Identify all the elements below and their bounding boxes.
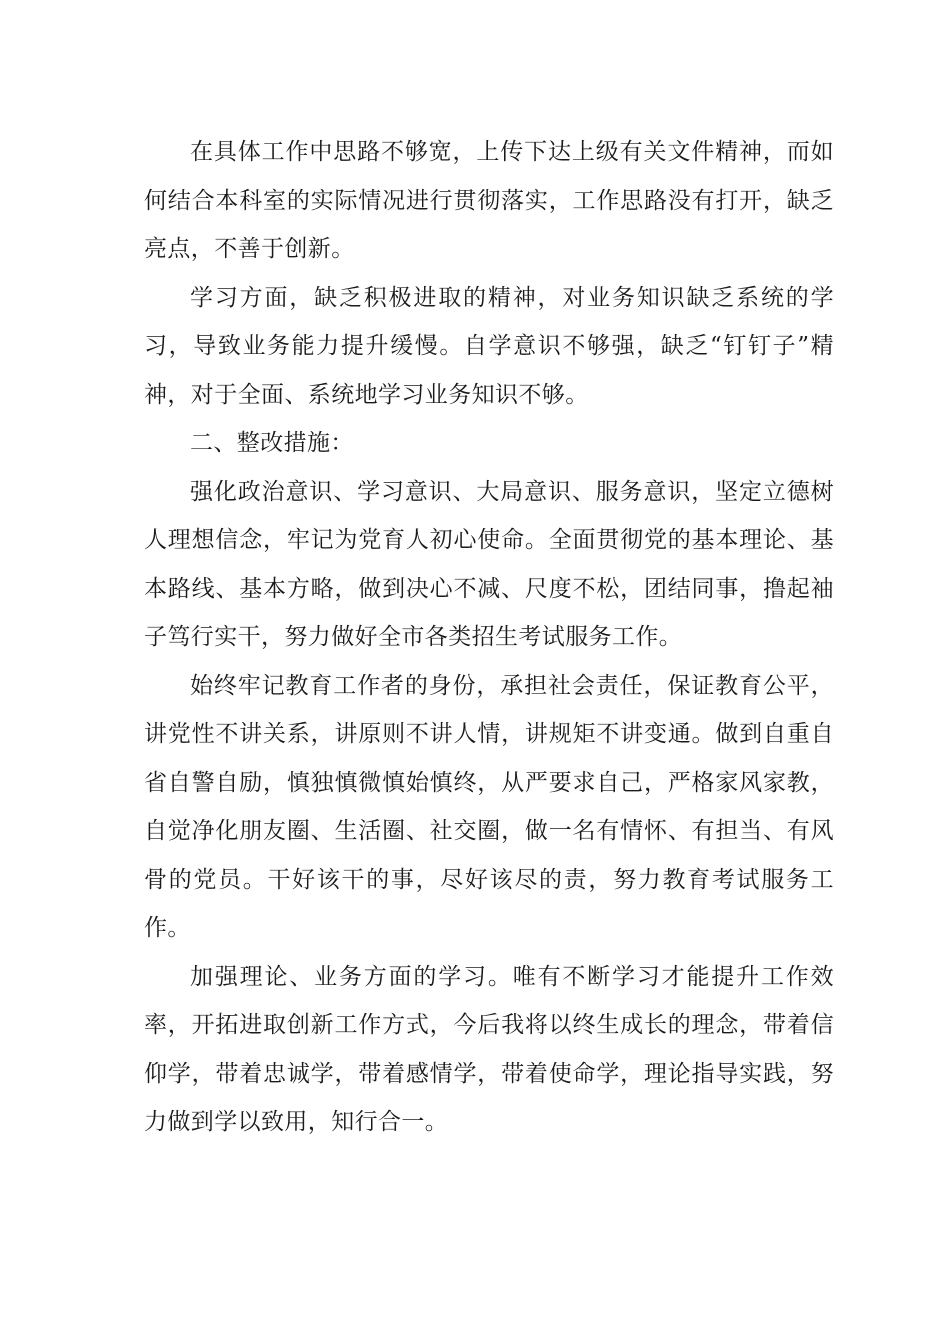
paragraph-learning: 学习方面，缺乏积极进取的精神，对业务知识缺乏系统的学习，导致业务能力提升缓慢。自学意识不够强，缺乏“钉钉子”精神，对于全面、系统地学习业务知识不够。 <box>144 284 834 408</box>
section-heading-rectification: 二、整改措施： <box>190 430 354 456</box>
document-body <box>144 128 834 1147</box>
paragraph-thinking: 在具体工作中思路不够宽，上传下达上级有关文件精神，而如何结合本科室的实际情况进行贯彻落实，工作思路没有打开，缺乏亮点，不善于创新。 <box>144 139 834 262</box>
paragraph-strengthen-study: 加强理论、业务方面的学习。唯有不断学习才能提升工作效率，开拓进取创新工作方式，今后我将以终生成长的理念，带着信仰学，带着忠诚学，带着感情学，带着使命学，理论指导实践，努力做到学以致用，知行合一。 <box>144 963 834 1135</box>
paragraph-educator-identity: 始终牢记教育工作者的身份，承担社会责任，保证教育公平，讲党性不讲关系，讲原则不讲人情，讲规矩不讲变通。做到自重自省自警自励，慎独慎微慎始慎终，从严要求自己，严格家风家教，自觉净化朋友圈、生活圈、社交圈，做一名有情怀、有担当、有风骨的党员。干好该干的事，尽好该尽的责，努力教育考试服务工作。 <box>144 672 834 941</box>
paragraph-political-awareness: 强化政治意识、学习意识、大局意识、服务意识，坚定立德树人理想信念，牢记为党育人初心使命。全面贯彻党的基本理论、基本路线、基本方略，做到决心不减、尺度不松，团结同事，撸起袖子笃行实干，努力做好全市各类招生考试服务工作。 <box>144 478 834 650</box>
